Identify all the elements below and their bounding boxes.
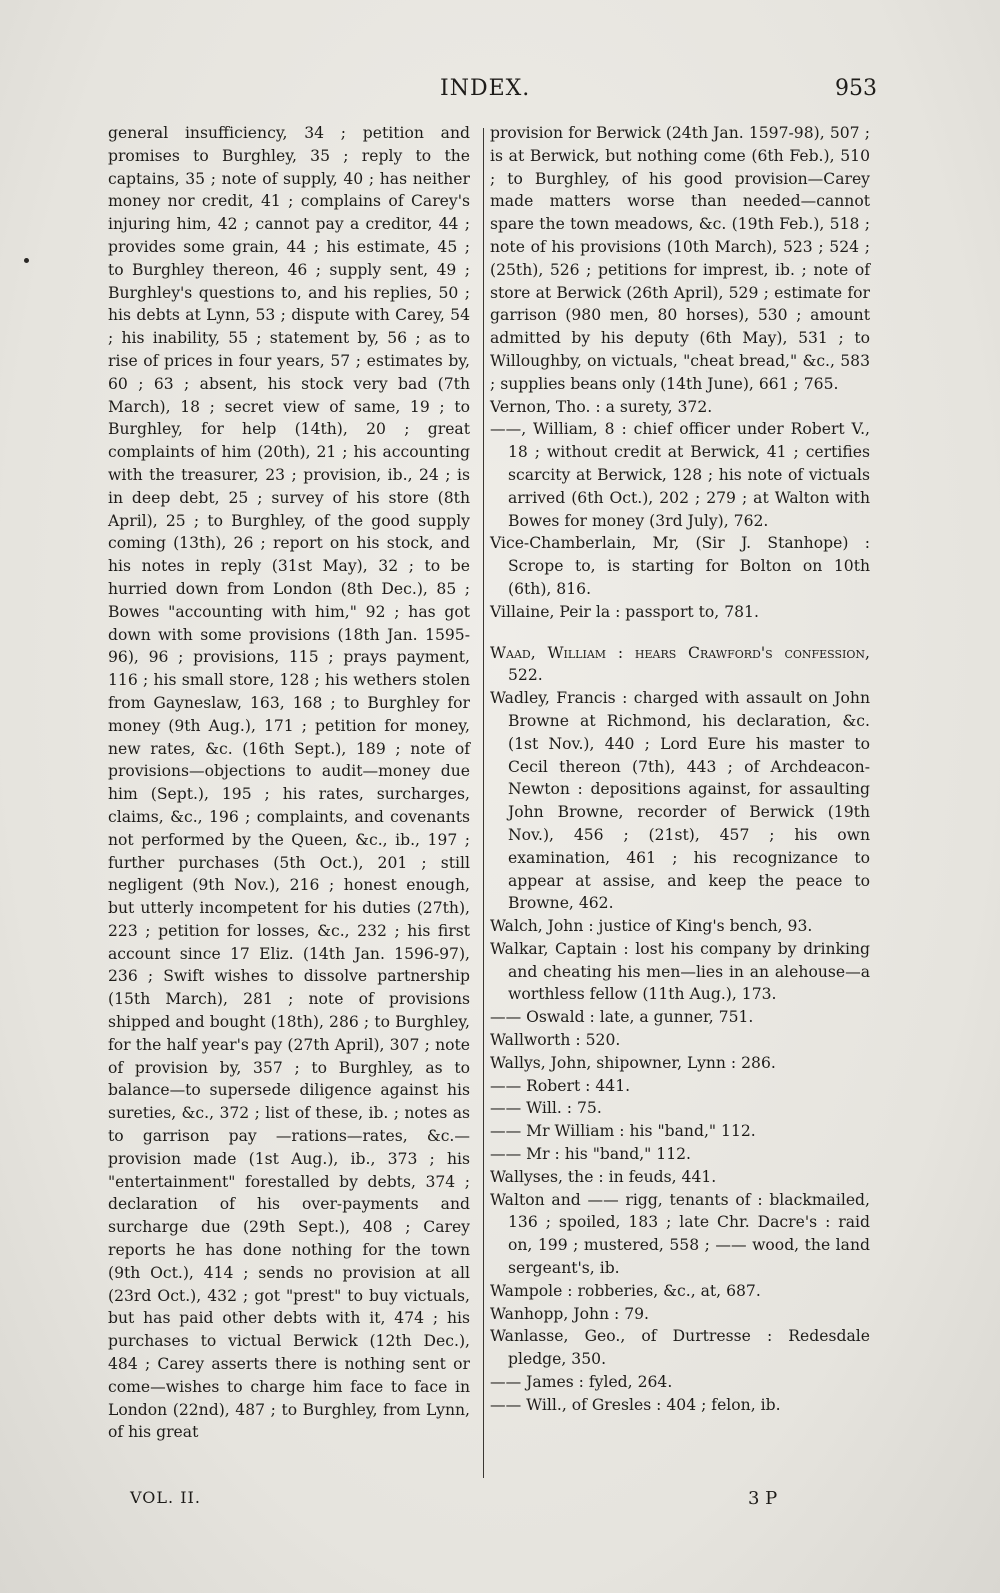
column-divider: [483, 128, 484, 1478]
index-entry-continuation: general insufficiency, 34 ; petition and promises to Burghley, 35 ; reply to the captains, 35 ; note of supply, 40 ; has neither money nor credit, 41 ; complains of Carey's injuring him, 42 ; cannot pay a creditor, 44 ; provides some grain, 44 ; his estimate, 45 ; to Burghley thereon, 46 ; supply sent, 49 ; Burghley's questions to, and his replies, 50 ; his debts at Lynn, 53 ; dispute with Carey, 54 ; his inability, 55 ; statement by, 56 ; as to rise of prices in four years, 57 ; estimates by, 60 ; 63 ; absent, his stock very bad (7th March), 18 ; secret view of same, 19 ; to Burghley, for help (14th), 20 ; great complaints of him (20th), 21 ; his accounting with the treasurer, 23 ; provision, ib., 24 ; is in deep debt, 25 ; survey of his store (8th April), 25 ; to Burghley, of the good supply coming (13th), 26 ; report on his stock, and his notes in reply (31st May), 32 ; to be hurried down from London (8th Dec.), 85 ; Bowes "accounting with him," 92 ; has got down with some provisions (18th Jan. 1595-96), 96 ; provisions, 115 ; prays payment, 116 ; his small store, 128 ; his wethers stolen from Gayneslaw, 163, 168 ; to Burghley for money (9th Aug.), 171 ; petition for money, new rates, &c. (16th Sept.), 189 ; note of provisions—objections to audit—money due him (Sept.), 195 ; his rates, surcharges, claims, &c., 196 ; complaints, and covenants not performed by the Queen, &c., ib., 197 ; further purchases (5th Oct.), 201 ; still negligent (9th Nov.), 216 ; honest enough, but utterly incompetent for his duties (27th), 223 ; petition for losses, &c., 232 ; his first account since 17 Eliz. (14th Jan. 1596-97), 236 ; Swift wishes to dissolve partnership (15th March), 281 ; note of provisions shipped and bought (18th), 286 ; to Burghley, for the half year's pay (27th April), 307 ; note of provision by, 357 ; to Burghley, as to balance—to supersede diligence against his sureties, &c., 372 ; list of these, ib. ; notes as to garrison pay —rations—rates, &c.—provision made (1st Aug.), ib., 373 ; his "entertainment" forestalled by debts, 374 ; declaration of his over-payments and surcharge due (29th Sept.), 408 ; Carey reports he has done nothing for the town (9th Oct.), 414 ; sends no provision at all (23rd Oct.), 432 ; got "prest" to buy victuals, but has paid other debts with it, 474 ; his purchases to victual Berwick (12th Dec.), 484 ; Carey asserts there is nothing sent or come—wishes to charge him face to face in London (22nd), 487 ; to Burghley, from Lynn, of his great: [108, 124, 470, 1442]
index-entry: —— Mr : his "band," 112.: [490, 1145, 692, 1164]
index-entry: Wallworth : 520.: [490, 1031, 621, 1050]
index-entry: ——, William, 8 : chief officer under Robert V., 18 ; without credit at Berwick, 41 ; certifies scarcity at Berwick, 128 ; his note of victuals arrived (6th Oct.), 202 ; 279 ; at Walton with Bowes for money (3rd July), 762.: [490, 420, 870, 530]
signature-mark: 3 P: [748, 1488, 778, 1509]
left-column: [108, 122, 470, 1444]
index-entry: Wallyses, the : in feuds, 441.: [490, 1167, 717, 1186]
index-entry: —— Robert : 441.: [490, 1076, 631, 1095]
volume-label: VOL. II.: [130, 1488, 201, 1507]
right-column: [490, 122, 870, 1417]
index-entry: provision for Berwick (24th Jan. 1597-98), 507 ; is at Berwick, but nothing come (6th Feb.), 510 ; to Burghley, of his good provision—Carey made matters worse than needed—cannot spare the town meadows, &c. (19th Feb.), 518 ; note of his provisions (10th March), 523 ; 524 ; (25th), 526 ; petitions for imprest, ib. ; note of store at Berwick (26th April), 529 ; estimate for garrison (980 men, 80 horses), 530 ; amount admitted by his deputy (6th May), 531 ; to Willoughby, on victuals, "cheat bread," &c., 583 ; supplies beans only (14th June), 661 ; 765.: [490, 124, 870, 393]
index-entry: —— James : fyled, 264.: [490, 1373, 673, 1392]
index-entry: Vernon, Tho. : a surety, 372.: [490, 397, 713, 416]
index-entry: —— Mr William : his "band," 112.: [490, 1122, 756, 1141]
index-entry: —— Oswald : late, a gunner, 751.: [490, 1008, 754, 1027]
page-number: 953: [835, 76, 877, 101]
index-entry: Wadley, Francis : charged with assault on John Browne at Richmond, his declaration, &c. (1st Nov.), 440 ; Lord Eure his master to Cecil thereon (7th), 443 ; of Archdeacon-Newton : depositions against, for assaulting John Browne, recorder of Berwick (19th Nov.), 456 ; (21st), 457 ; his own examination, 461 ; his recognizance to appear at assise, and keep the peace to Browne, 462.: [490, 689, 870, 913]
index-entry: Wampole : robberies, &c., at, 687.: [490, 1281, 761, 1300]
margin-dot: [24, 258, 29, 263]
index-entry: Walch, John : justice of King's bench, 93.: [490, 917, 813, 936]
index-entry: Wanlasse, Geo., of Durtresse : Redesdale pledge, 350.: [490, 1327, 870, 1369]
index-entry: —— Will., of Gresles : 404 ; felon, ib.: [490, 1395, 781, 1414]
index-entry: Vice-Chamberlain, Mr, (Sir J. Stanhope) : Scrope to, is starting for Bolton on 10th (6th), 816.: [490, 534, 870, 598]
index-entry: Wanhopp, John : 79.: [490, 1304, 650, 1323]
index-entry: Villaine, Peir la : passport to, 781.: [490, 602, 759, 621]
index-entry: Wallys, John, shipowner, Lynn : 286.: [490, 1053, 776, 1072]
index-entry: Walkar, Captain : lost his company by drinking and cheating his men—lies in an alehouse—a worthless fellow (11th Aug.), 173.: [490, 939, 870, 1004]
running-head-title: INDEX.: [440, 76, 531, 101]
index-entry: —— Will. : 75.: [490, 1099, 602, 1118]
index-entry: Waad, William : hears Crawford's confession, 522.: [490, 643, 870, 685]
index-entry: Walton and —— rigg, tenants of : blackmailed, 136 ; spoiled, 183 ; late Chr. Dacre's : raid on, 199 ; mustered, 558 ; —— wood, the land sergeant's, ib.: [490, 1190, 870, 1278]
